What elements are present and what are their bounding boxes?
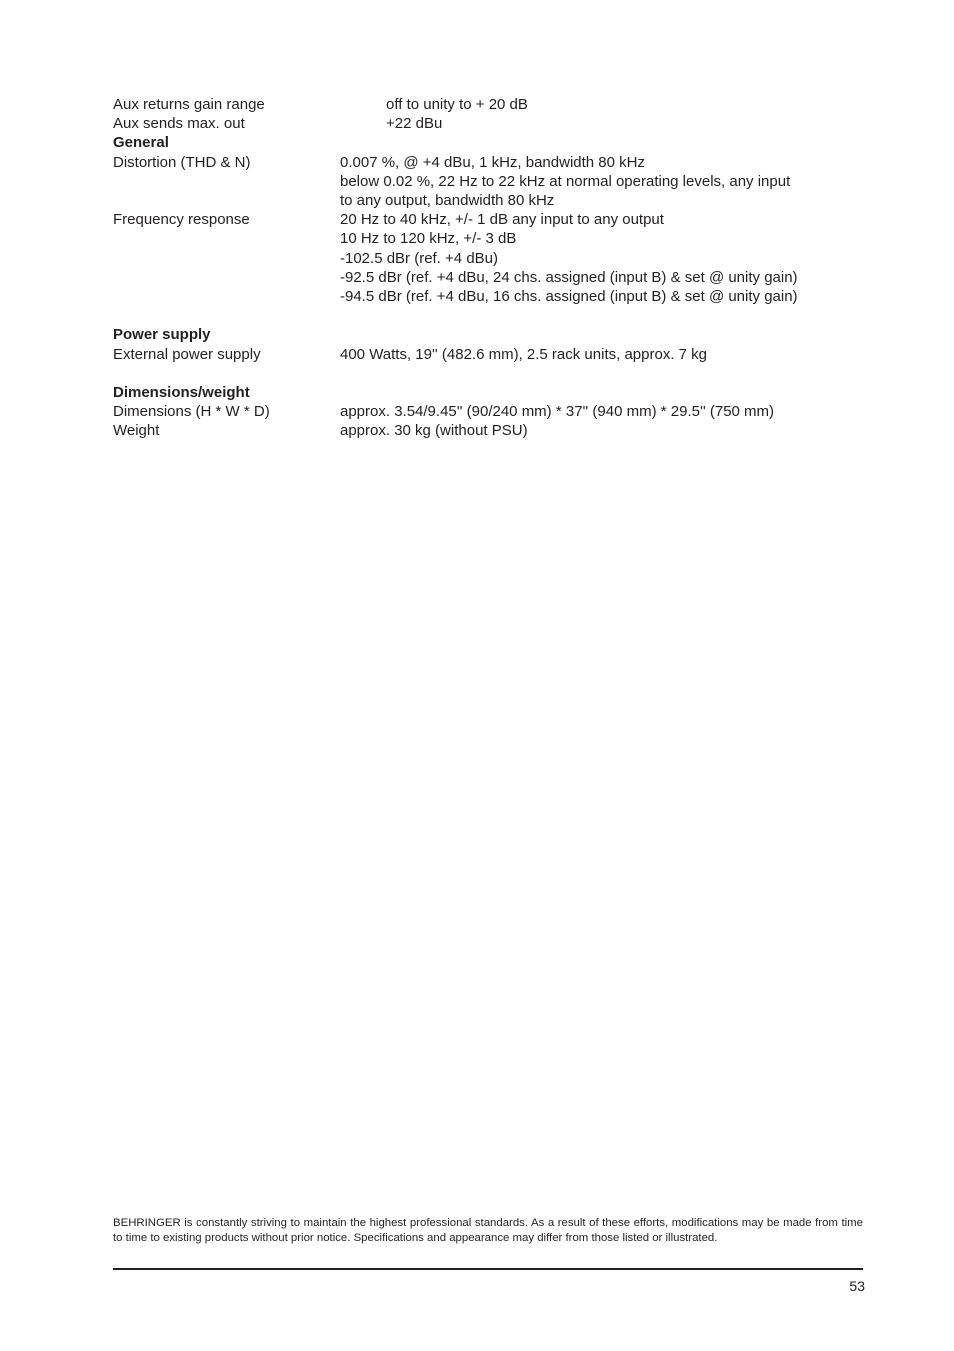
spec-value: +22 dBu	[386, 115, 443, 133]
spec-row-aux-returns	[113, 95, 833, 114]
spec-row-frequency-response	[113, 210, 833, 306]
spec-value: 20 Hz to 40 kHz, +/- 1 dB any input to any output	[340, 211, 664, 229]
spec-value: off to unity to + 20 dB	[386, 96, 528, 113]
spec-label: Dimensions (H * W * D)	[113, 403, 270, 421]
spec-row-aux-sends	[113, 114, 833, 133]
page-number: 53	[849, 1278, 865, 1294]
spec-value: 400 Watts, 19'' (482.6 mm), 2.5 rack units, approx. 7 kg	[340, 345, 708, 363]
spec-value: 10 Hz to 120 kHz, +/- 3 dB	[340, 230, 517, 248]
spec-value: -94.5 dBr (ref. +4 dBu, 16 chs. assigned (input B) & set @ unity gain)	[340, 288, 798, 306]
spec-value: 0.007 %, @ +4 dBu, 1 kHz, bandwidth 80 kHz	[340, 153, 645, 171]
specifications-list	[113, 95, 833, 441]
spec-value: approx. 3.54/9.45'' (90/240 mm) * 37'' (940 mm) * 29.5'' (750 mm)	[340, 403, 775, 421]
spec-label: Frequency response	[113, 211, 250, 229]
spec-value: to any output, bandwidth 80 kHz	[340, 192, 555, 210]
spec-label: Weight	[113, 422, 160, 440]
spec-row-power-supply	[113, 345, 833, 364]
spec-label: Aux returns gain range	[113, 96, 265, 113]
section-heading-power-supply: Power supply	[113, 326, 211, 344]
spec-value: approx. 30 kg (without PSU)	[340, 422, 528, 440]
spec-value: -92.5 dBr (ref. +4 dBu, 24 chs. assigned (input B) & set @ unity gain)	[340, 268, 798, 286]
spacer	[113, 364, 833, 383]
spec-value: -102.5 dBr (ref. +4 dBu)	[340, 249, 498, 267]
spec-row-weight	[113, 421, 833, 440]
spacer	[113, 306, 833, 325]
spec-value: below 0.02 %, 22 Hz to 22 kHz at normal operating levels, any input	[340, 172, 791, 190]
footer-disclaimer: BEHRINGER is constantly striving to maintain the highest professional standards. As a result of these efforts, modifications may be made from time to time to existing products without prior notice. Specifications and appearance may differ from those listed or illustrated.	[113, 1217, 863, 1245]
spec-label: Aux sends max. out	[113, 115, 245, 133]
section-heading-dimensions: Dimensions/weight	[113, 384, 250, 402]
spec-row-distortion	[113, 153, 833, 211]
section-heading-general: General	[113, 134, 169, 152]
spec-label: External power supply	[113, 345, 261, 363]
spec-label: Distortion (THD & N)	[113, 153, 251, 171]
footer-divider	[113, 1268, 863, 1270]
spec-row-dimensions	[113, 402, 833, 421]
